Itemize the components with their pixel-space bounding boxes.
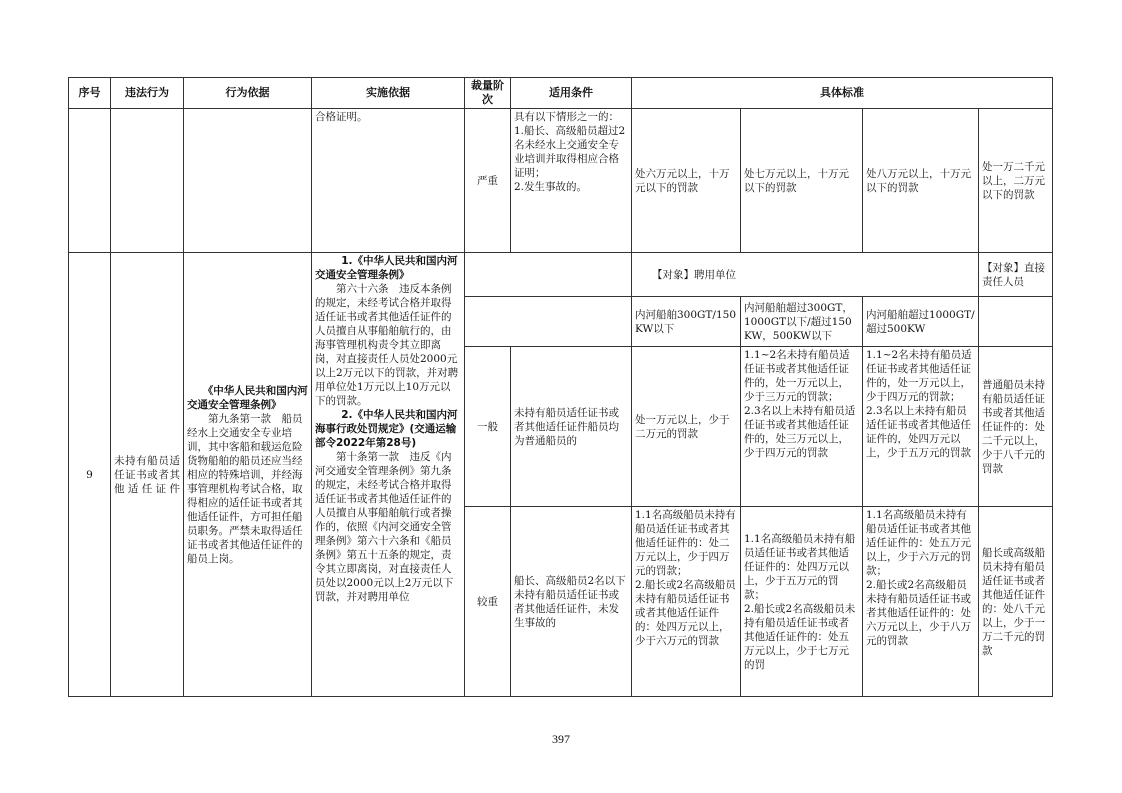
impl-title-1: 1.《中华人民共和国内河交通安全管理条例》 — [315, 255, 458, 281]
page-number: 397 — [552, 732, 570, 746]
basis-text: 第九条第一款 船员经水上交通安全专业培训，其中客船和载运危险货物船舶的船员还应当经相应的特殊培训，并经海事管理机构考试合格，取得相应的适任证书或者其他适任证件，方可担任船员职务。严禁未取得适任证书或者其他适任证件的船员上岗。 — [187, 412, 303, 565]
cond-severe: 具有以下情形之一的： 1.船长、高级船员超过2名未经水上交通安全专业培训并取得相应合格证明； 2.发生事故的。 — [511, 109, 632, 253]
header-cond: 适用条件 — [511, 78, 632, 109]
impl-text-1: 第六十六条 违反本条例的规定，未经考试合格并取得适任证书或者其他适任证件的人员擅自从事船舶航行的，由海事管理机构责令其立即离岗，对直接责任人员处2000元以上2万元以下的罚款，并对聘用单位处1万元以上10万元以下的罚款。 — [315, 283, 459, 407]
impl-cont: 合格证明。 — [312, 109, 465, 253]
header-basis: 行为依据 — [184, 78, 312, 109]
level-severe: 严重 — [465, 109, 511, 253]
std-severe-1: 处六万元以上，十万元以下的罚款 — [632, 109, 741, 253]
object-unit: 【对象】聘用单位 — [632, 253, 979, 297]
vessel-cat-2: 内河船舶超过300GT，1000GT以下/超过150KW，500KW以下 — [741, 297, 863, 347]
std-heavy-1: 1.1名高级船员未持有船员适任证书或者其他适任证件的：处二万元以上，少于四万元的罚款； 2.船长或2名高级船员未持有船员适任证书或者其他适任证件的：处四万元以上，少于六万元的罚款 — [632, 507, 741, 697]
header-level: 裁量阶次 — [465, 78, 511, 109]
std-general-4: 普通船员未持有船员适任证书或者其他适任证件的：处二千元以上，少于八千元的罚款 — [979, 347, 1053, 507]
impl-title-2: 2.《中华人民共和国内河海事行政处罚规定》(交通运输部令2022年第28号) — [315, 409, 458, 449]
level-general: 一般 — [465, 347, 511, 507]
std-severe-2: 处七万元以上，十万元以下的罚款 — [741, 109, 863, 253]
std-heavy-2: 1.1名高级船员未持有船员适任证书或者其他适任证件的：处四万元以上，少于五万元的罚款； 2.船长或2名高级船员未持有船员适任证书或者其他适任证件的：处五万元以上，少于七万元的罚 — [741, 507, 863, 697]
cell-empty — [465, 253, 632, 297]
header-violation: 违法行为 — [111, 78, 184, 109]
level-heavy: 较重 — [465, 507, 511, 697]
row-number: 9 — [69, 253, 111, 697]
header-no: 序号 — [69, 78, 111, 109]
header-impl: 实施依据 — [312, 78, 465, 109]
object-person: 【对象】直接责任人员 — [979, 253, 1053, 297]
table-row — [69, 109, 1053, 253]
cell-empty — [184, 109, 312, 253]
std-general-1: 处一万元以上，少于二万元的罚款 — [632, 347, 741, 507]
header-row — [69, 78, 1053, 109]
impl-text-2: 第十条第一款 违反《内河交通安全管理条例》第九条的规定，未经考试合格并取得适任证书或者其他适任证件的人员擅自从事船舶航行或者操作的，依照《内河交通安全管理条例》第六十六条和《船员条例》第五十五条的规定，责令其立即离岗，对直接责任人员处以2000元以上2万元以下罚款，并对聘用单位 — [315, 451, 454, 603]
cond-general: 未持有船员适任证书或者其他适任证件船员均为普通船员的 — [511, 347, 632, 507]
std-heavy-4: 船长或高级船员未持有船员适任证书或者其他适任证件的：处八千元以上，少于一万二千元的罚款 — [979, 507, 1053, 697]
penalty-table — [68, 77, 1053, 697]
cond-heavy: 船长、高级船员2名以下未持有船员适任证书或者其他适任证件，未发生事故的 — [511, 507, 632, 697]
impl-cell — [312, 253, 465, 697]
cell-empty — [69, 109, 111, 253]
std-heavy-3: 1.1名高级船员未持有船员适任证书或者其他适任证件的：处五万元以上，少于六万元的罚款； 2.船长或2名高级船员未持有船员适任证书或者其他适任证件的：处六万元以上，少于八万元的罚款 — [863, 507, 979, 697]
cell-empty — [979, 297, 1053, 347]
std-general-3: 1.1~2名未持有船员适任证书或者其他适任证件的，处一万元以上，少于四万元的罚款； 2.3名以上未持有船员适任证书或者其他适任证件的，处四万元以上，少于五万元的罚款 — [863, 347, 979, 507]
cell-empty — [111, 109, 184, 253]
violation-text: 未持有船员适任证书或者其他适任证件 — [111, 253, 184, 697]
vessel-cat-3: 内河船舶超过1000GT/超过500KW — [863, 297, 979, 347]
std-general-2: 1.1~2名未持有船员适任证书或者其他适任证件的，处一万元以上，少于三万元的罚款； 2.3名以上未持有船员适任证书或者其他适任证件的，处三万元以上，少于四万元的罚款 — [741, 347, 863, 507]
basis-cell — [184, 253, 312, 697]
header-std: 具体标准 — [632, 78, 1053, 109]
table-row — [69, 253, 1053, 297]
std-severe-3: 处八万元以上，十万元以下的罚款 — [863, 109, 979, 253]
basis-title: 《中华人民共和国内河交通安全管理条例》 — [187, 384, 308, 411]
cell-empty — [465, 297, 632, 347]
vessel-cat-1: 内河船舶300GT/150KW以下 — [632, 297, 741, 347]
std-severe-4: 处一万二千元以上，二万元以下的罚款 — [979, 109, 1053, 253]
